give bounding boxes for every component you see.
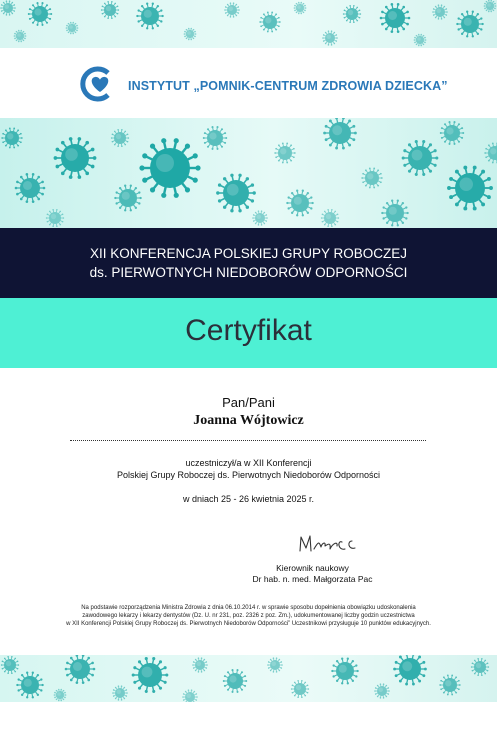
virus-particle-icon	[15, 173, 46, 203]
virus-particle-icon	[321, 209, 339, 227]
legal-note-line2: zawodowego lekarzy i lekarzy dentystów (Dz. U. nr 231, poz. 2326 z poz. Zm.), udokumentowanej liczby godzin uczestnictwa	[82, 613, 415, 619]
virus-particle-icon	[1, 656, 19, 674]
virus-particle-icon	[216, 174, 256, 213]
conference-title-line1: XII KONFERENCJA POLSKIEJ GRUPY ROBOCZEJ	[89, 246, 408, 261]
dotted-divider	[70, 440, 426, 441]
virus-particle-icon	[361, 168, 382, 189]
virus-particle-icon	[291, 680, 309, 698]
virus-particle-icon	[381, 200, 409, 227]
virus-pattern-middle	[0, 118, 497, 228]
virus-particle-icon	[46, 209, 64, 227]
virus-particle-icon	[112, 685, 128, 700]
virus-particle-icon	[322, 30, 338, 45]
handwritten-signature	[292, 531, 364, 557]
virus-particle-icon	[374, 683, 390, 698]
virus-particle-icon	[274, 143, 295, 164]
virus-particle-icon	[139, 138, 200, 198]
virus-particle-icon	[114, 185, 142, 212]
conference-dates: w dniach 25 - 26 kwietnia 2025 r.	[182, 494, 315, 504]
virus-particle-icon	[286, 190, 314, 217]
virus-particle-icon	[380, 3, 411, 33]
virus-particle-icon	[267, 657, 283, 672]
virus-particle-icon	[66, 22, 79, 35]
virus-particle-icon	[203, 126, 227, 150]
virus-particle-icon	[101, 1, 119, 19]
virus-banner-bottom	[0, 655, 497, 702]
virus-particle-icon	[343, 5, 361, 23]
virus-particle-icon	[132, 657, 169, 693]
virus-particle-icon	[440, 121, 464, 145]
virus-banner-top	[0, 0, 497, 48]
virus-particle-icon	[323, 118, 357, 149]
legal-note-line1: Na podstawie rozporządzenia Ministra Zdrowia z dnia 06.10.2014 r. w sprawie sposobu dopełnienia obowiązku udoskonalenia	[81, 605, 416, 611]
salutation: Pan/Pani	[222, 395, 275, 410]
virus-particle-icon	[1, 128, 22, 149]
virus-particle-icon	[14, 30, 27, 43]
virus-particle-icon	[456, 11, 484, 38]
virus-particle-icon	[331, 658, 359, 685]
virus-particle-icon	[184, 28, 197, 41]
virus-particle-icon	[182, 689, 198, 702]
virus-banner-middle	[0, 118, 497, 228]
virus-particle-icon	[471, 658, 489, 676]
signatory-name: Dr hab. n. med. Małgorzata Pac	[252, 574, 373, 584]
virus-particle-icon	[432, 4, 448, 19]
conference-title-line2: ds. PIERWOTNYCH NIEDOBORÓW ODPORNOŚCI	[89, 265, 408, 280]
heart-c-logo-icon	[78, 66, 122, 102]
virus-particle-icon	[484, 0, 497, 12]
certificate-title: Certyfikat	[185, 314, 312, 347]
virus-pattern-bottom	[0, 655, 497, 702]
legal-note-line3: w XII Konferencji Polskiej Grupy Roboczej ds. Pierwotnych Niedoborów Odporności” Uczestnikowi przysługuje 10 punktów edukacyjnych.	[66, 621, 431, 627]
virus-particle-icon	[484, 143, 497, 164]
virus-particle-icon	[192, 657, 208, 672]
virus-particle-icon	[393, 655, 427, 685]
virus-particle-icon	[439, 675, 460, 696]
virus-particle-icon	[136, 3, 164, 30]
virus-particle-icon	[259, 12, 280, 33]
virus-particle-icon	[414, 34, 427, 47]
participation-line1: uczestniczył/a w XII Konferencji	[185, 458, 312, 468]
virus-particle-icon	[65, 655, 96, 684]
virus-particle-icon	[447, 166, 493, 211]
signatory-role: Kierownik naukowy	[276, 563, 349, 573]
virus-particle-icon	[16, 672, 44, 699]
virus-particle-icon	[54, 137, 97, 179]
virus-particle-icon	[252, 210, 268, 225]
recipient-name: Joanna Wójtowicz	[193, 413, 304, 428]
institute-name: INSTYTUT „POMNIK-CENTRUM ZDROWIA DZIECKA”	[128, 79, 448, 93]
virus-particle-icon	[223, 669, 247, 693]
virus-particle-icon	[111, 129, 129, 147]
virus-particle-icon	[224, 2, 240, 17]
conference-band	[0, 228, 497, 298]
virus-particle-icon	[28, 2, 52, 26]
participation-line2: Polskiej Grupy Roboczej ds. Pierwotnych Niedoborów Odporności	[116, 470, 381, 480]
virus-particle-icon	[402, 140, 439, 176]
virus-particle-icon	[54, 689, 67, 702]
virus-particle-icon	[0, 0, 16, 15]
virus-particle-icon	[294, 2, 307, 15]
virus-pattern-top	[0, 0, 497, 48]
